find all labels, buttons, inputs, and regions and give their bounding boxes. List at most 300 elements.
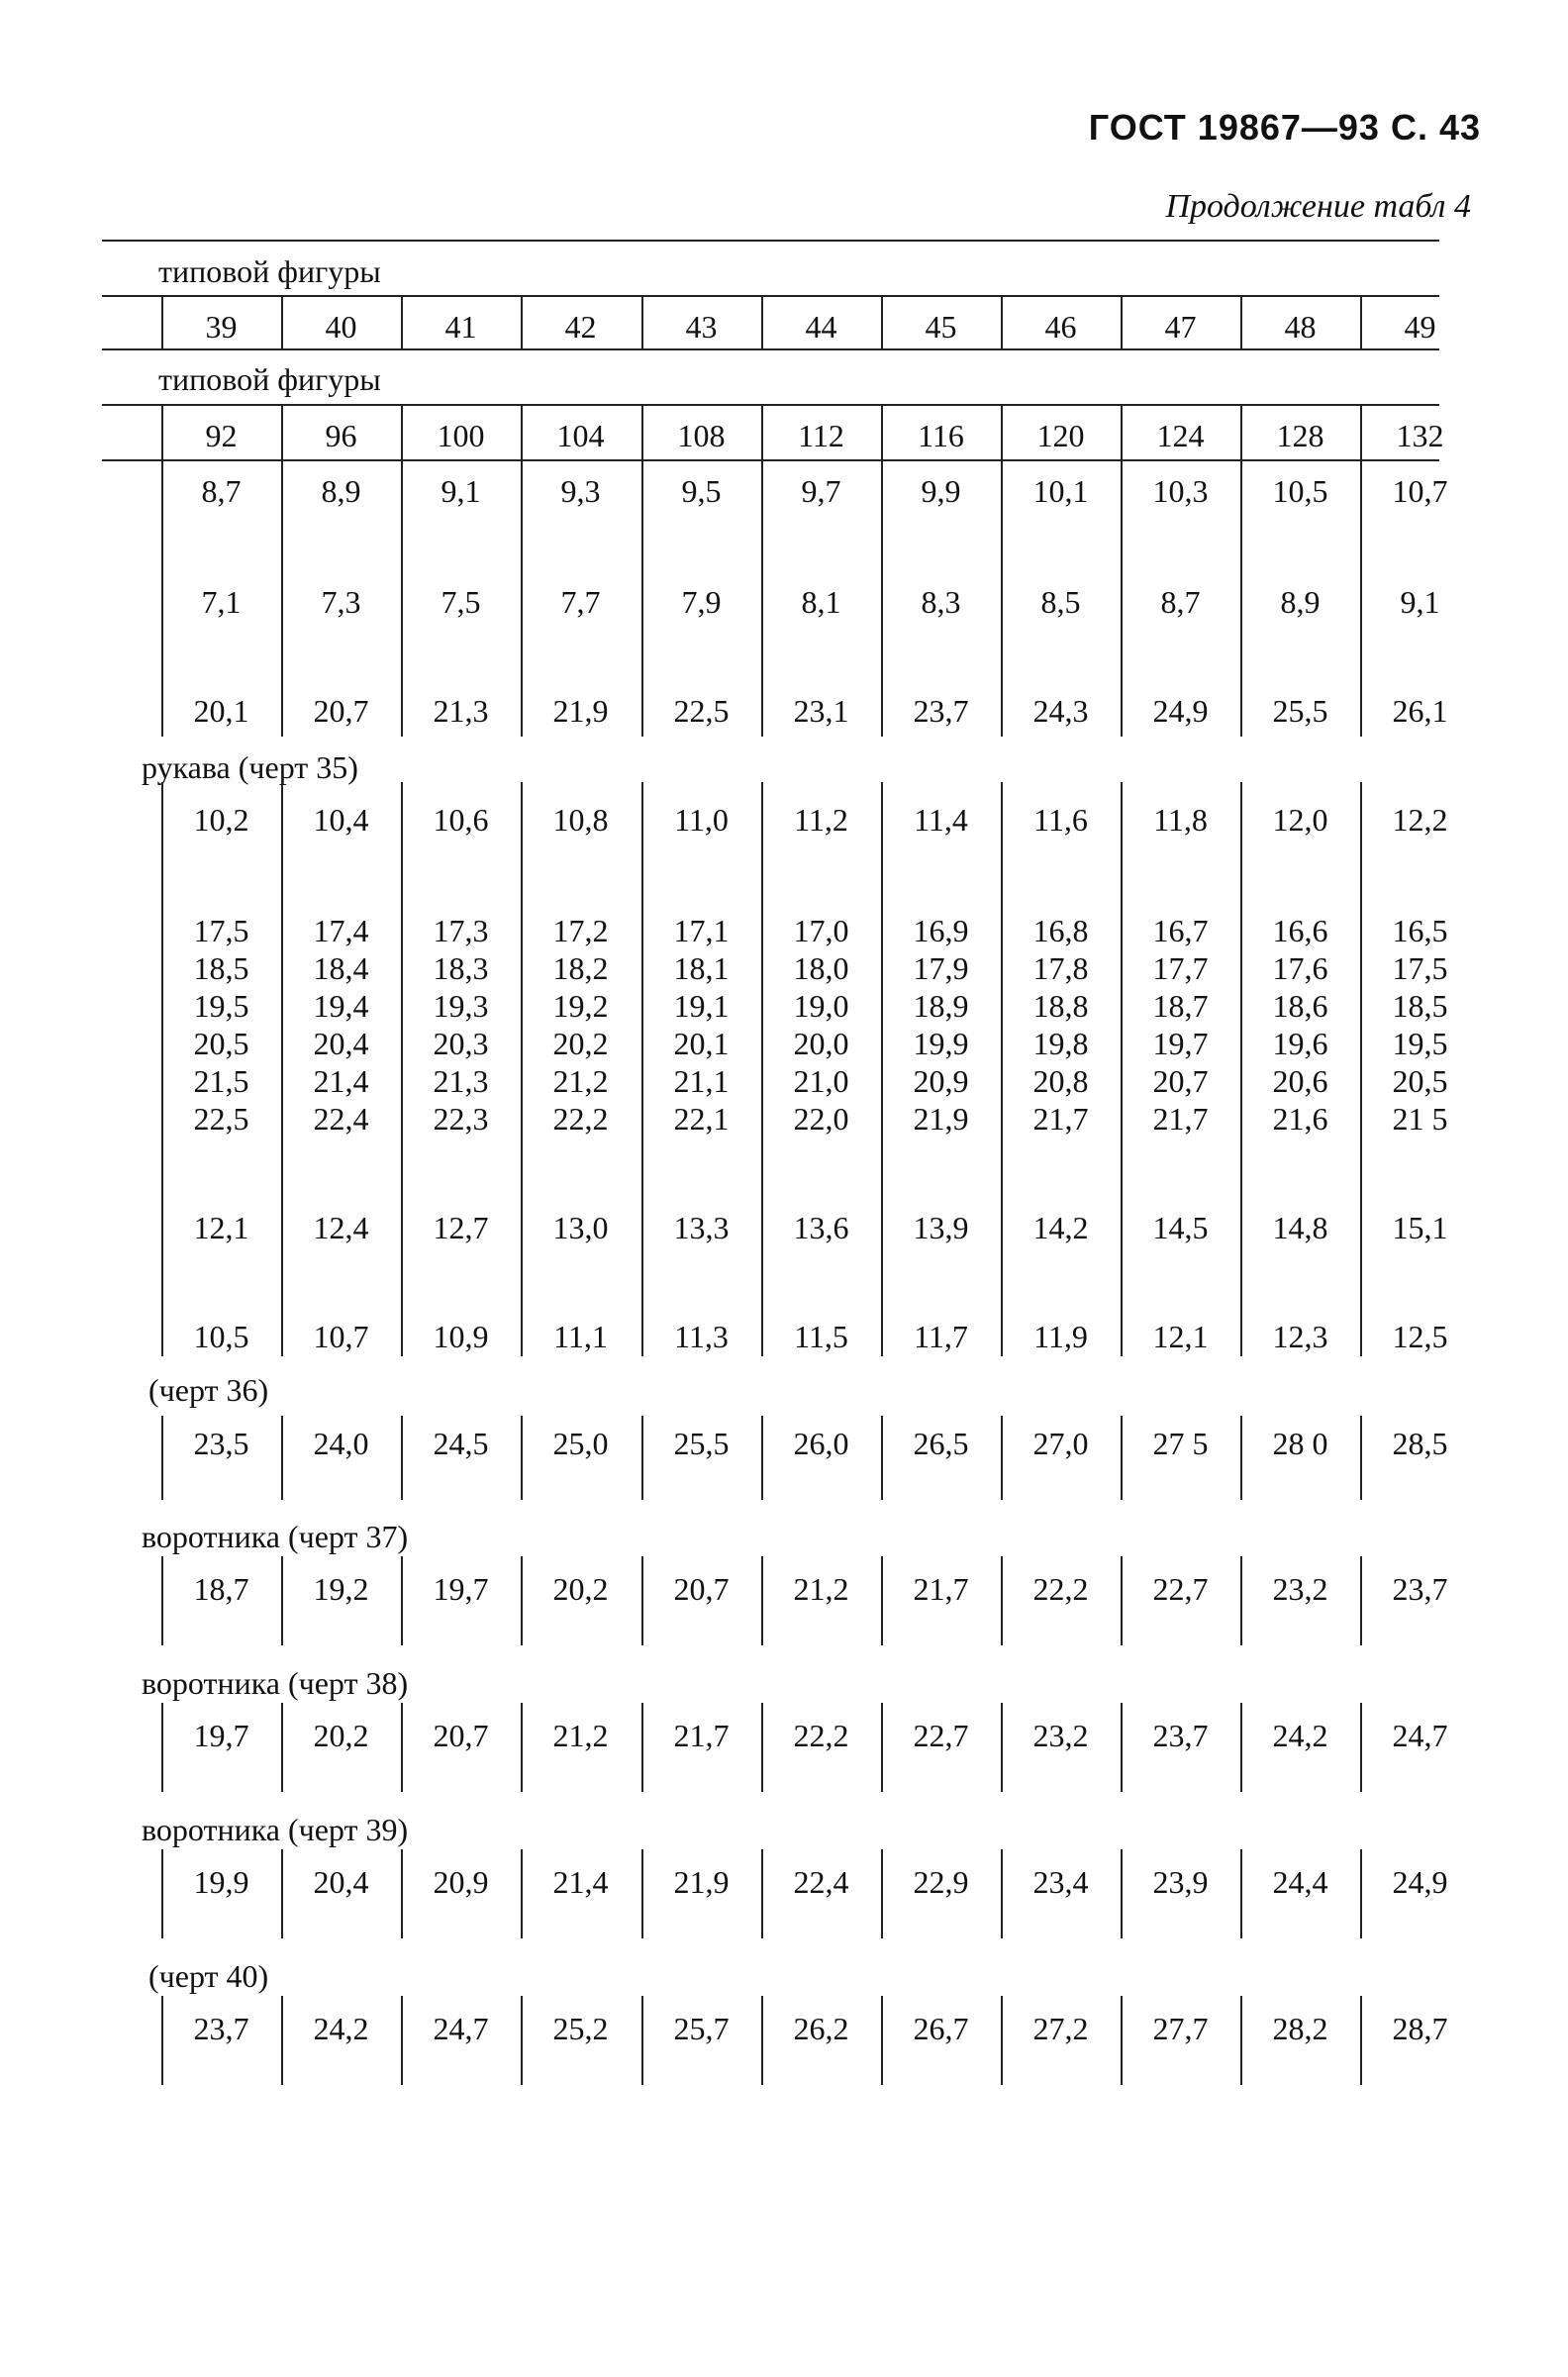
table-cell: 7,5 [441, 584, 481, 620]
table-cell: 8,9 [321, 473, 361, 509]
data-divider [761, 459, 763, 737]
sizes-divider [161, 295, 163, 348]
size-cell-10: 48 [1284, 309, 1317, 345]
table-cell: 19,7 [1152, 1026, 1209, 1061]
table-cell: 27 5 [1152, 1426, 1209, 1461]
table-cell: 22,2 [1032, 1571, 1089, 1607]
data-divider [761, 1703, 763, 1792]
data-divider [1001, 782, 1003, 1356]
table-cell: 18,5 [1392, 988, 1448, 1024]
label-figure-1: типовой фигуры [158, 253, 381, 289]
table-cell: 28,2 [1272, 2011, 1328, 2046]
sizes-divider [1360, 295, 1362, 348]
data-divider [1121, 1703, 1123, 1792]
table-cell: 28 0 [1272, 1426, 1328, 1461]
data-divider [1121, 459, 1123, 737]
table-cell: 11,5 [794, 1319, 848, 1354]
table-cell: 18,6 [1272, 988, 1328, 1024]
table-cell: 24,0 [313, 1426, 369, 1461]
chest-cell-4: 104 [556, 418, 605, 453]
data-divider [521, 1556, 523, 1645]
data-divider [881, 1703, 883, 1792]
data-divider [1240, 782, 1242, 1356]
table-cell: 20,0 [793, 1026, 849, 1061]
chest-cell-10: 128 [1276, 418, 1324, 453]
table-cell: 9,3 [560, 473, 601, 509]
data-divider [761, 1849, 763, 1938]
data-divider [881, 1849, 883, 1938]
table-cell: 25,2 [552, 2011, 609, 2046]
size-cell-4: 42 [564, 309, 597, 345]
table-cell: 26,0 [793, 1426, 849, 1461]
table-cell: 23,7 [193, 2011, 249, 2046]
data-divider [1121, 1849, 1123, 1938]
table-cell: 20,9 [913, 1063, 969, 1099]
label-collar39: воротника (черт 39) [142, 1812, 409, 1847]
table-cell: 11,3 [674, 1319, 729, 1354]
data-divider [1360, 1416, 1362, 1500]
data-divider [521, 459, 523, 737]
table-cell: 25,7 [673, 2011, 730, 2046]
table-cell: 21,9 [552, 693, 609, 729]
data-divider [281, 782, 283, 1356]
label-collar38: воротника (черт 38) [142, 1665, 409, 1701]
chest-divider [1121, 404, 1123, 459]
table-cell: 18,1 [673, 950, 730, 986]
table-cell: 24,5 [433, 1426, 489, 1461]
data-divider [1240, 1703, 1242, 1792]
table-cell: 12,2 [1392, 802, 1448, 838]
table-cell: 19,2 [552, 988, 609, 1024]
table-cell: 9,9 [921, 473, 961, 509]
label-chert36: (черт 36) [148, 1372, 269, 1408]
table-cell: 20,7 [673, 1571, 730, 1607]
table-cell: 26,7 [913, 2011, 969, 2046]
table-cell: 20,1 [673, 1026, 730, 1061]
table-cell: 17,3 [433, 913, 489, 948]
table-cell: 11,6 [1033, 802, 1088, 838]
sizes-divider [881, 295, 883, 348]
table-cell: 18,7 [193, 1571, 249, 1607]
chest-cell-7: 116 [918, 418, 964, 453]
table-cell: 12,4 [313, 1210, 369, 1245]
table-cell: 21,2 [552, 1063, 609, 1099]
table-cell: 10,8 [552, 802, 609, 838]
table-cell: 10,2 [193, 802, 249, 838]
table-cell: 9,1 [1400, 584, 1440, 620]
table-cell: 7,1 [201, 584, 242, 620]
table-cell: 20,4 [313, 1026, 369, 1061]
data-divider [641, 782, 643, 1356]
table-cell: 21,7 [913, 1571, 969, 1607]
table-cell: 21,9 [673, 1864, 730, 1900]
table-cell: 19,9 [913, 1026, 969, 1061]
table-cell: 22,4 [313, 1101, 369, 1137]
chest-divider [161, 404, 163, 459]
data-divider [641, 459, 643, 737]
table-cell: 22,7 [913, 1718, 969, 1753]
table-cell: 23,2 [1032, 1718, 1089, 1753]
rule-sizes-bottom [102, 348, 1439, 350]
table-cell: 22,0 [793, 1101, 849, 1137]
data-divider [761, 1996, 763, 2085]
table-cell: 23,7 [1392, 1571, 1448, 1607]
table-cell: 10,6 [433, 802, 489, 838]
table-cell: 21,9 [913, 1101, 969, 1137]
table-cell: 19,7 [433, 1571, 489, 1607]
data-divider [281, 1556, 283, 1645]
table-cell: 20,7 [313, 693, 369, 729]
chest-divider [1001, 404, 1003, 459]
table-cell: 22,2 [552, 1101, 609, 1137]
data-divider [1360, 1556, 1362, 1645]
table-cell: 22,5 [673, 693, 730, 729]
size-cell-6: 44 [805, 309, 837, 345]
table-cell: 16,8 [1032, 913, 1089, 948]
table-cell: 21,3 [433, 693, 489, 729]
table-cell: 21,7 [673, 1718, 730, 1753]
table-cell: 18,4 [313, 950, 369, 986]
table-cell: 11,1 [553, 1319, 608, 1354]
table-cell: 21,4 [552, 1864, 609, 1900]
table-cell: 14,5 [1152, 1210, 1209, 1245]
sizes-divider [1001, 295, 1003, 348]
data-divider [1240, 1416, 1242, 1500]
table-cell: 11,9 [1033, 1319, 1088, 1354]
chest-divider [521, 404, 523, 459]
chest-cell-1: 92 [205, 418, 238, 453]
table-cell: 18,2 [552, 950, 609, 986]
table-cell: 12,1 [1152, 1319, 1209, 1354]
table-cell: 17,4 [313, 913, 369, 948]
table-cell: 21,2 [793, 1571, 849, 1607]
page-header: ГОСТ 19867—93 С. 43 [1088, 107, 1481, 148]
table-cell: 22,7 [1152, 1571, 1209, 1607]
table-cell: 21,1 [673, 1063, 730, 1099]
size-cell-2: 40 [325, 309, 357, 345]
table-cell: 27,7 [1152, 2011, 1209, 2046]
table-cell: 10,5 [193, 1319, 249, 1354]
table-cell: 13,0 [552, 1210, 609, 1245]
chest-cell-2: 96 [325, 418, 357, 453]
data-divider [161, 1703, 163, 1792]
table-cell: 8,7 [201, 473, 242, 509]
table-cell: 22,9 [913, 1864, 969, 1900]
data-divider [1121, 1416, 1123, 1500]
table-cell: 20,8 [1032, 1063, 1089, 1099]
table-cell: 18,0 [793, 950, 849, 986]
data-divider [881, 1556, 883, 1645]
data-divider [1121, 782, 1123, 1356]
table-cell: 25,5 [673, 1426, 730, 1461]
data-divider [161, 1556, 163, 1645]
table-cell: 24,2 [1272, 1718, 1328, 1753]
table-cell: 23,1 [793, 693, 849, 729]
table-cell: 18,3 [433, 950, 489, 986]
data-divider [521, 1996, 523, 2085]
table-cell: 8,7 [1160, 584, 1201, 620]
table-cell: 25,5 [1272, 693, 1328, 729]
table-cell: 9,5 [681, 473, 722, 509]
table-cell: 20,6 [1272, 1063, 1328, 1099]
table-cell: 24,7 [433, 2011, 489, 2046]
label-figure-2: типовой фигуры [158, 361, 381, 397]
table-cell: 17,6 [1272, 950, 1328, 986]
table-cell: 20,2 [552, 1026, 609, 1061]
chest-divider [1240, 404, 1242, 459]
chest-cell-3: 100 [437, 418, 485, 453]
data-divider [521, 1849, 523, 1938]
table-cell: 20,3 [433, 1026, 489, 1061]
table-cell: 19,3 [433, 988, 489, 1024]
table-cell: 17,0 [793, 913, 849, 948]
table-cell: 27,2 [1032, 2011, 1089, 2046]
table-cell: 21,7 [1032, 1101, 1089, 1137]
data-divider [521, 1416, 523, 1500]
chest-cell-6: 112 [798, 418, 844, 453]
table-cell: 22,1 [673, 1101, 730, 1137]
sizes-divider [1121, 295, 1123, 348]
table-cell: 19,8 [1032, 1026, 1089, 1061]
table-cell: 20,5 [193, 1026, 249, 1061]
chest-divider [641, 404, 643, 459]
size-cell-1: 39 [205, 309, 238, 345]
table-cell: 22,5 [193, 1101, 249, 1137]
table-cell: 19,5 [193, 988, 249, 1024]
sizes-divider [521, 295, 523, 348]
chest-cell-11: 132 [1396, 418, 1444, 453]
table-cell: 20,9 [433, 1864, 489, 1900]
data-divider [1001, 1416, 1003, 1500]
table-cell: 12,1 [193, 1210, 249, 1245]
table-cell: 14,2 [1032, 1210, 1089, 1245]
table-cell: 23,4 [1032, 1864, 1089, 1900]
table-cell: 14,8 [1272, 1210, 1328, 1245]
table-cell: 10,7 [313, 1319, 369, 1354]
table-cell: 23,9 [1152, 1864, 1209, 1900]
data-divider [761, 1556, 763, 1645]
table-cell: 9,1 [441, 473, 481, 509]
table-cell: 21,3 [433, 1063, 489, 1099]
data-divider [161, 459, 163, 737]
table-cell: 13,6 [793, 1210, 849, 1245]
table-cell: 23,7 [1152, 1718, 1209, 1753]
table-cell: 10,7 [1392, 473, 1448, 509]
table-cell: 22,3 [433, 1101, 489, 1137]
table-cell: 24,2 [313, 2011, 369, 2046]
table-cell: 27,0 [1032, 1426, 1089, 1461]
table-cell: 25,0 [552, 1426, 609, 1461]
data-divider [1240, 1556, 1242, 1645]
data-divider [1001, 459, 1003, 737]
data-divider [161, 782, 163, 1356]
data-divider [521, 1703, 523, 1792]
data-divider [641, 1849, 643, 1938]
rule-top [102, 240, 1439, 242]
data-divider [881, 1996, 883, 2085]
sizes-divider [1240, 295, 1242, 348]
table-cell: 19,2 [313, 1571, 369, 1607]
table-cell: 24,7 [1392, 1718, 1448, 1753]
table-cell: 9,7 [801, 473, 841, 509]
table-cell: 22,4 [793, 1864, 849, 1900]
data-divider [641, 1703, 643, 1792]
table-cell: 10,4 [313, 802, 369, 838]
table-cell: 21,7 [1152, 1101, 1209, 1137]
data-divider [881, 782, 883, 1356]
data-divider [641, 1556, 643, 1645]
table-continuation-note: Продолжение табл 4 [1165, 188, 1471, 225]
data-divider [761, 782, 763, 1356]
chest-divider [1360, 404, 1362, 459]
table-cell: 11,0 [674, 802, 729, 838]
chest-divider [761, 404, 763, 459]
data-divider [1001, 1703, 1003, 1792]
table-cell: 28,5 [1392, 1426, 1448, 1461]
table-cell: 24,4 [1272, 1864, 1328, 1900]
data-divider [881, 1416, 883, 1500]
table-cell: 8,9 [1280, 584, 1321, 620]
data-divider [1360, 782, 1362, 1356]
table-cell: 17,9 [913, 950, 969, 986]
data-divider [401, 1849, 403, 1938]
data-divider [1360, 1849, 1362, 1938]
chest-divider [401, 404, 403, 459]
data-divider [881, 459, 883, 737]
data-divider [1240, 459, 1242, 737]
table-cell: 28,7 [1392, 2011, 1448, 2046]
table-cell: 20,4 [313, 1864, 369, 1900]
size-cell-7: 45 [925, 309, 957, 345]
table-cell: 24,9 [1152, 693, 1209, 729]
data-divider [161, 1416, 163, 1500]
table-cell: 18,8 [1032, 988, 1089, 1024]
size-cell-9: 47 [1164, 309, 1197, 345]
table-cell: 19,1 [673, 988, 730, 1024]
chest-cell-5: 108 [677, 418, 726, 453]
table-cell: 20,7 [1152, 1063, 1209, 1099]
size-cell-11: 49 [1404, 309, 1436, 345]
table-cell: 7,3 [321, 584, 361, 620]
data-divider [1001, 1996, 1003, 2085]
table-cell: 13,3 [673, 1210, 730, 1245]
data-divider [281, 1996, 283, 2085]
chest-cell-9: 124 [1156, 418, 1205, 453]
table-cell: 15,1 [1392, 1210, 1448, 1245]
size-cell-3: 41 [444, 309, 477, 345]
sizes-divider [641, 295, 643, 348]
data-divider [1360, 1703, 1362, 1792]
data-divider [1240, 1849, 1242, 1938]
table-cell: 8,3 [921, 584, 961, 620]
table-cell: 26,2 [793, 2011, 849, 2046]
data-divider [161, 1849, 163, 1938]
data-divider [1360, 1996, 1362, 2085]
data-divider [401, 782, 403, 1356]
sizes-divider [761, 295, 763, 348]
data-divider [761, 1416, 763, 1500]
table-cell: 8,5 [1040, 584, 1081, 620]
table-cell: 17,5 [1392, 950, 1448, 986]
table-cell: 13,9 [913, 1210, 969, 1245]
table-cell: 20,7 [433, 1718, 489, 1753]
table-cell: 22,2 [793, 1718, 849, 1753]
data-divider [401, 1556, 403, 1645]
table-cell: 19,5 [1392, 1026, 1448, 1061]
label-chert40: (черт 40) [148, 1958, 269, 1994]
sizes-divider [401, 295, 403, 348]
data-divider [281, 1416, 283, 1500]
data-divider [281, 459, 283, 737]
table-cell: 20,1 [193, 693, 249, 729]
data-divider [281, 1703, 283, 1792]
table-cell: 10,9 [433, 1319, 489, 1354]
table-cell: 21,5 [193, 1063, 249, 1099]
data-divider [281, 1849, 283, 1938]
table-cell: 21,4 [313, 1063, 369, 1099]
table-cell: 10,1 [1032, 473, 1089, 509]
data-divider [161, 1996, 163, 2085]
table-cell: 20,2 [313, 1718, 369, 1753]
data-divider [401, 459, 403, 737]
rule-chest-top [102, 404, 1439, 406]
table-cell: 19,4 [313, 988, 369, 1024]
table-cell: 12,7 [433, 1210, 489, 1245]
data-divider [1001, 1849, 1003, 1938]
table-cell: 24,3 [1032, 693, 1089, 729]
table-cell: 19,0 [793, 988, 849, 1024]
table-cell: 16,6 [1272, 913, 1328, 948]
table-cell: 11,8 [1153, 802, 1208, 838]
table-cell: 19,6 [1272, 1026, 1328, 1061]
table-cell: 16,5 [1392, 913, 1448, 948]
data-divider [401, 1996, 403, 2085]
table-cell: 23,5 [193, 1426, 249, 1461]
table-cell: 26,5 [913, 1426, 969, 1461]
table-cell: 19,7 [193, 1718, 249, 1753]
size-cell-5: 43 [685, 309, 718, 345]
table-cell: 7,9 [681, 584, 722, 620]
size-cell-8: 46 [1044, 309, 1077, 345]
table-cell: 17,1 [673, 913, 730, 948]
table-cell: 17,7 [1152, 950, 1209, 986]
data-divider [1001, 1556, 1003, 1645]
table-cell: 24,9 [1392, 1864, 1448, 1900]
data-divider [1240, 1996, 1242, 2085]
table-cell: 21,0 [793, 1063, 849, 1099]
table-cell: 16,7 [1152, 913, 1209, 948]
table-cell: 11,2 [794, 802, 848, 838]
rule-chest-bottom [102, 459, 1439, 461]
label-sleeve: рукава (черт 35) [142, 749, 358, 785]
table-cell: 16,9 [913, 913, 969, 948]
table-cell: 12,0 [1272, 802, 1328, 838]
data-divider [1121, 1556, 1123, 1645]
table-cell: 21,6 [1272, 1101, 1328, 1137]
chest-divider [881, 404, 883, 459]
table-cell: 23,7 [913, 693, 969, 729]
table-cell: 12,5 [1392, 1319, 1448, 1354]
table-cell: 20,5 [1392, 1063, 1448, 1099]
table-cell: 26,1 [1392, 693, 1448, 729]
table-cell: 10,5 [1272, 473, 1328, 509]
table-cell: 20,2 [552, 1571, 609, 1607]
table-cell: 17,8 [1032, 950, 1089, 986]
table-cell: 18,9 [913, 988, 969, 1024]
table-cell: 23,2 [1272, 1571, 1328, 1607]
chest-divider [281, 404, 283, 459]
label-collar37: воротника (черт 37) [142, 1519, 409, 1554]
